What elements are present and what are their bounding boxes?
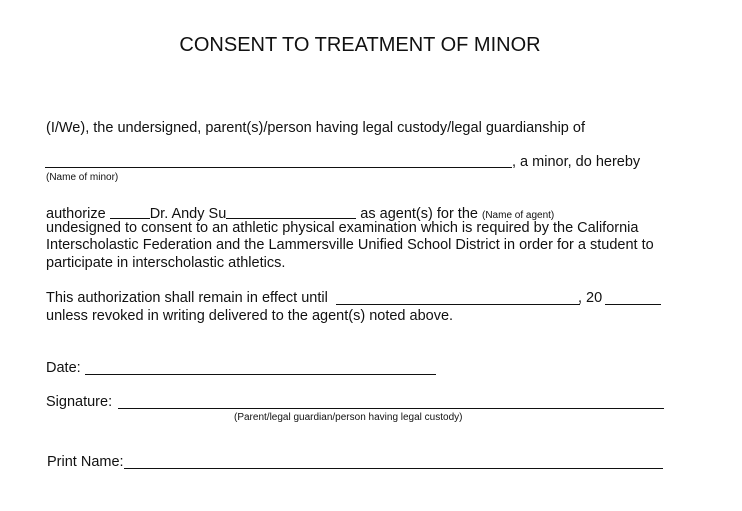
- form-title: CONSENT TO TREATMENT OF MINOR: [179, 34, 541, 56]
- authorize-label: authorize: [46, 206, 106, 222]
- print-name-field[interactable]: [124, 468, 663, 469]
- agent-prefix-blank[interactable]: [110, 202, 150, 218]
- agent-suffix-blank[interactable]: [226, 202, 356, 218]
- agent-caption: (Name of agent): [482, 210, 555, 221]
- intro-text: (I/We), the undersigned, parent(s)/person having legal custody/legal guardianship of: [46, 120, 585, 136]
- print-name-label: Print Name:: [47, 454, 124, 470]
- effect-date-field[interactable]: [336, 304, 580, 305]
- body-line-3: participate in interscholastic athletics.: [46, 255, 286, 271]
- year-prefix-text: , 20: [578, 290, 603, 306]
- date-label: Date:: [46, 360, 81, 376]
- revoke-text: unless revoked in writing delivered to the agent(s) noted above.: [46, 308, 454, 324]
- year-field[interactable]: [605, 304, 661, 305]
- minor-name-field[interactable]: [45, 167, 512, 168]
- date-field[interactable]: [85, 374, 436, 375]
- signature-caption: (Parent/legal guardian/person having legal custody): [234, 412, 463, 423]
- effect-text: This authorization shall remain in effect until: [46, 290, 328, 306]
- minor-caption: (Name of minor): [46, 172, 119, 183]
- authorize-row: [46, 202, 554, 222]
- as-agent-text: as agent(s) for the: [360, 206, 478, 222]
- minor-suffix-text: , a minor, do hereby: [512, 154, 641, 170]
- agent-name-value[interactable]: Dr. Andy Su: [149, 206, 227, 222]
- signature-field[interactable]: [118, 408, 664, 409]
- signature-label: Signature:: [46, 394, 113, 410]
- body-line-2: Interscholastic Federation and the Lammersville Unified School District in order for a student to: [46, 237, 654, 253]
- body-line-1: undesigned to consent to an athletic physical examination which is required by the California: [46, 220, 639, 236]
